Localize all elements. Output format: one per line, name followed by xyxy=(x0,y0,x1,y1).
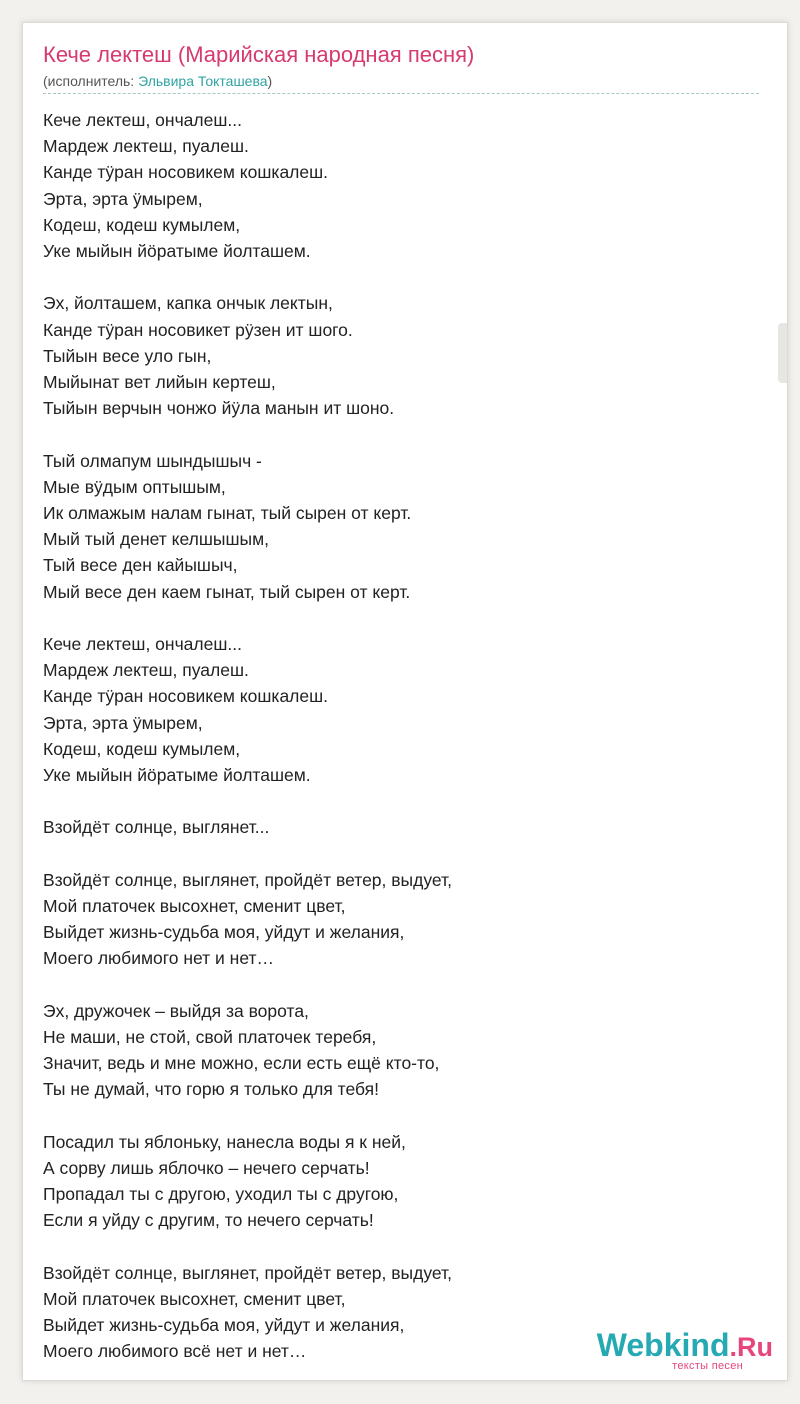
header-divider xyxy=(43,93,759,94)
song-title: Кече лектеш (Марийская народная песня) xyxy=(43,42,475,67)
lyric-line: Посадил ты яблоньку, нанесла воды я к ней, xyxy=(43,1131,406,1152)
lyric-line: Ты не думай, что горю я только для тебя! xyxy=(43,1079,380,1100)
lyric-line: Канде тӱран носовикет рӱзен ит шого. xyxy=(43,319,353,340)
artist-link[interactable]: Эльвира Токташева xyxy=(138,73,268,89)
artist-prefix: (исполнитель: xyxy=(43,73,139,89)
lyric-line: Взойдёт солнце, выглянет, пройдёт ветер, выдует, xyxy=(43,869,452,890)
stanza xyxy=(43,1129,763,1234)
lyric-line: Канде тӱран носовикем кошкалеш. xyxy=(43,686,329,707)
lyric-line: Взойдёт солнце, выглянет, пройдёт ветер, выдует, xyxy=(43,1262,452,1283)
lyric-line: Эх, йолташем, капка ончык лектын, xyxy=(43,293,333,314)
lyric-line: Мардеж лектеш, пуалеш. xyxy=(43,136,249,157)
stanza xyxy=(43,867,763,972)
song-header xyxy=(43,41,759,102)
lyric-line: Мые вӱдым оптышым, xyxy=(43,476,226,497)
artist-line xyxy=(43,72,759,90)
webkind-logo[interactable] xyxy=(573,1328,773,1372)
lyric-line: Кече лектеш, ончалеш... xyxy=(43,110,242,130)
logo-wordmark xyxy=(573,1328,773,1364)
logo-suffix-text: .Ru xyxy=(729,1332,773,1362)
lyric-line: Эрта, эрта ӱмырем, xyxy=(43,188,203,209)
lyric-line: Мой платочек высохнет, сменит цвет, xyxy=(43,896,346,917)
stanza xyxy=(43,107,763,264)
lyric-line: Выйдет жизнь-судьба моя, уйдут и желания, xyxy=(43,1315,405,1336)
lyric-line: Если я уйду с другим, то нечего серчать! xyxy=(43,1210,374,1231)
stanza xyxy=(43,290,763,421)
lyric-line: Канде тӱран носовикем кошкалеш. xyxy=(43,162,329,183)
stanza xyxy=(43,998,763,1103)
lyric-line: Мый тый денет келшышым, xyxy=(43,529,270,550)
lyric-line: Мой платочек высохнет, сменит цвет, xyxy=(43,1289,346,1310)
logo-main-text: Webkind xyxy=(596,1327,730,1363)
lyric-line: Ик олмажым налам гынат, тый сырен от керт. xyxy=(43,503,412,524)
lyric-line: Значит, ведь и мне можно, если есть ещё кто-то, xyxy=(43,1053,440,1074)
lyric-line: Эх, дружочек – выйдя за ворота, xyxy=(43,1000,309,1021)
lyric-line: Тыйын весе уло гын, xyxy=(43,345,212,366)
lyric-line: Тый весе ден кайышыч, xyxy=(43,555,238,576)
lyric-line: Моего любимого нет и нет… xyxy=(43,948,274,969)
scrollbar-thumb[interactable] xyxy=(778,323,787,383)
lyric-line: Не маши, не стой, свой платочек теребя, xyxy=(43,1027,377,1048)
stanza xyxy=(43,631,763,788)
lyric-line: Кодеш, кодеш кумылем, xyxy=(43,214,241,235)
lyrics-card xyxy=(22,22,788,1381)
lyric-line: Моего любимого всё нет и нет… xyxy=(43,1341,307,1362)
lyric-line: Пропадал ты с другою, уходил ты с другою, xyxy=(43,1184,399,1205)
lyric-line: Уке мыйын йӧратыме йолташем. xyxy=(43,241,311,262)
lyric-line: Кече лектеш, ончалеш... xyxy=(43,634,242,655)
artist-suffix: ) xyxy=(267,73,273,89)
lyric-line: Уке мыйын йӧратыме йолташем. xyxy=(43,765,311,786)
stanza xyxy=(43,448,763,605)
lyric-line: Взойдёт солнце, выглянет... xyxy=(43,817,270,838)
lyric-line: А сорву лишь яблочко – нечего серчать! xyxy=(43,1158,370,1179)
lyric-line: Мый весе ден каем гынат, тый сырен от керт. xyxy=(43,581,411,602)
lyric-line: Мыйынат вет лийын кертеш, xyxy=(43,372,276,393)
logo-tagline: тексты песен xyxy=(672,1360,743,1372)
lyric-line: Эрта, эрта ӱмырем, xyxy=(43,712,203,733)
lyric-line: Выйдет жизнь-судьба моя, уйдут и желания, xyxy=(43,922,405,943)
lyric-line: Мардеж лектеш, пуалеш. xyxy=(43,660,249,681)
lyric-line: Кодеш, кодеш кумылем, xyxy=(43,738,241,759)
stanza xyxy=(43,814,763,840)
lyric-line: Тый олмапум шындышыч - xyxy=(43,450,262,471)
lyrics-body xyxy=(43,107,763,1365)
lyric-line: Тыйын верчын чонжо йӱла манын ит шоно. xyxy=(43,398,395,419)
